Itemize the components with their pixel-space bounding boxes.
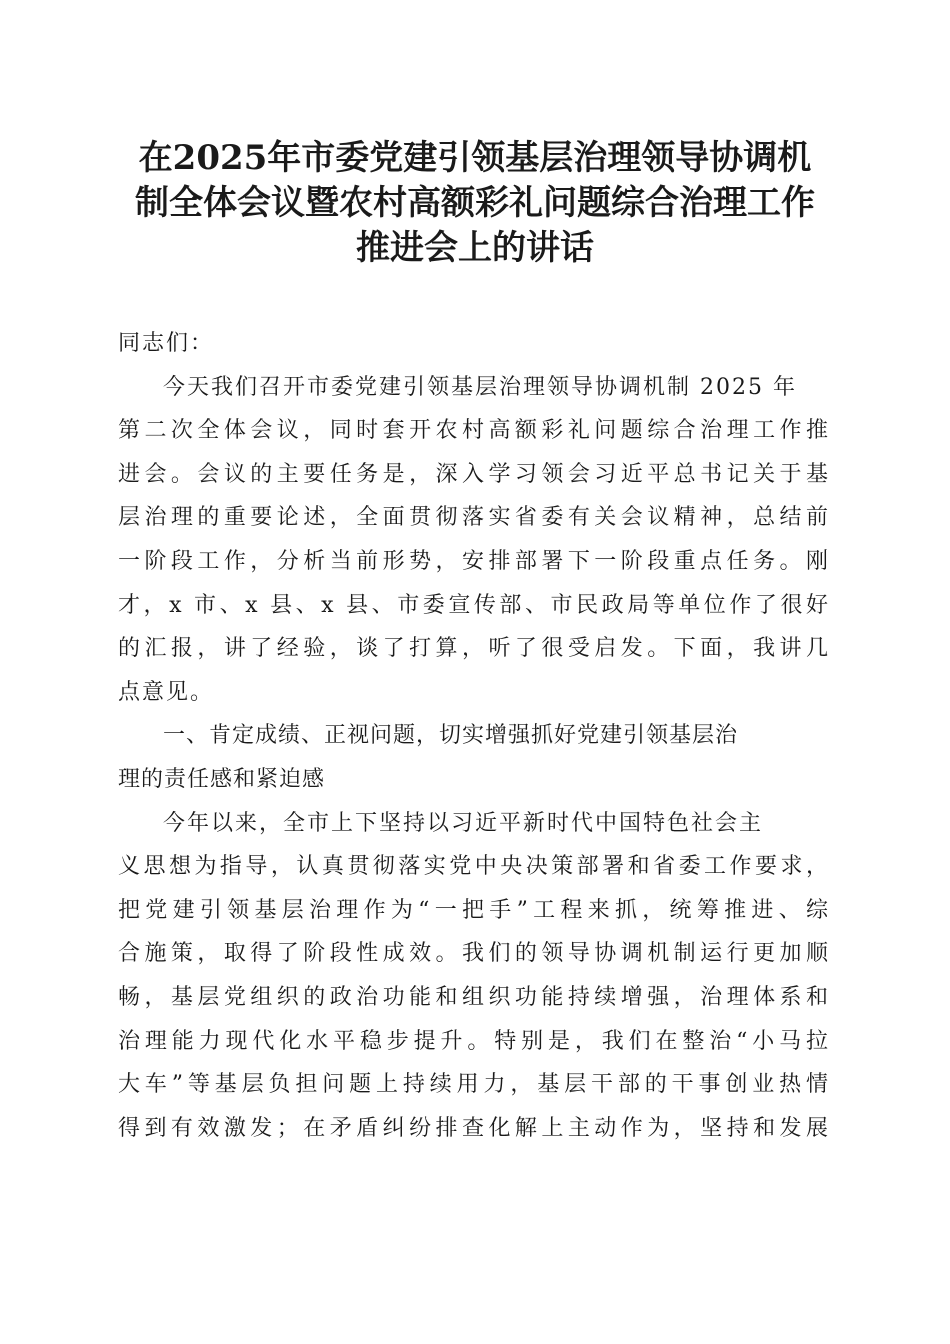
paragraph-line: 的汇报，讲了经验，谈了打算，听了很受启发。下面，我讲几 [118, 636, 830, 662]
paragraph-line: 进会。会议的主要任务是，深入学习领会习近平总书记关于基 [118, 461, 830, 487]
paragraph-line: 把党建引领基层治理作为“一把手”工程来抓，统筹推进、综 [118, 897, 830, 923]
document-title [110, 136, 840, 271]
title-line: 在2025年市委党建引领基层治理领导协调机 [138, 138, 812, 178]
paragraph-line: 点意见。 [118, 679, 215, 705]
paragraph-line: 畅，基层党组织的政治功能和组织功能持续增强，治理体系和 [118, 984, 830, 1010]
paragraph-line: 才，x 市、x 县、x 县、市委宣传部、市民政局等单位作了很好 [118, 592, 830, 618]
paragraph-line: 大车”等基层负担问题上持续用力，基层干部的干事创业热情 [118, 1072, 830, 1098]
paragraph-line: 治理能力现代化水平稳步提升。特别是，我们在整治“小马拉 [118, 1028, 830, 1054]
paragraph-line: 第二次全体会议，同时套开农村高额彩礼问题综合治理工作推 [118, 418, 830, 444]
document-body [118, 322, 830, 1150]
title-line: 推进会上的讲话 [356, 228, 594, 268]
salutation: 同志们： [118, 331, 215, 356]
title-line: 制全体会议暨农村高额彩礼问题综合治理工作 [135, 183, 815, 223]
paragraph-line: 今天我们召开市委党建引领基层治理领导协调机制 2025 年 [163, 374, 797, 400]
paragraph-line: 层治理的重要论述，全面贯彻落实省委有关会议精神，总结前 [118, 505, 830, 531]
paragraph-line: 今年以来，全市上下坚持以习近平新时代中国特色社会主 [163, 810, 764, 836]
section-heading: 一、肯定成绩、正视问题，切实增强抓好党建引领基层治 [163, 723, 739, 749]
paragraph-line: 义思想为指导，认真贯彻落实党中央决策部署和省委工作要求， [118, 854, 830, 880]
paragraph-line: 得到有效激发；在矛盾纠纷排查化解上主动作为，坚持和发展 [118, 1115, 830, 1141]
paragraph-line: 合施策，取得了阶段性成效。我们的领导协调机制运行更加顺 [118, 941, 830, 967]
section-heading: 理的责任感和紧迫感 [118, 766, 326, 792]
paragraph-line: 一阶段工作，分析当前形势，安排部署下一阶段重点任务。刚 [118, 548, 830, 574]
